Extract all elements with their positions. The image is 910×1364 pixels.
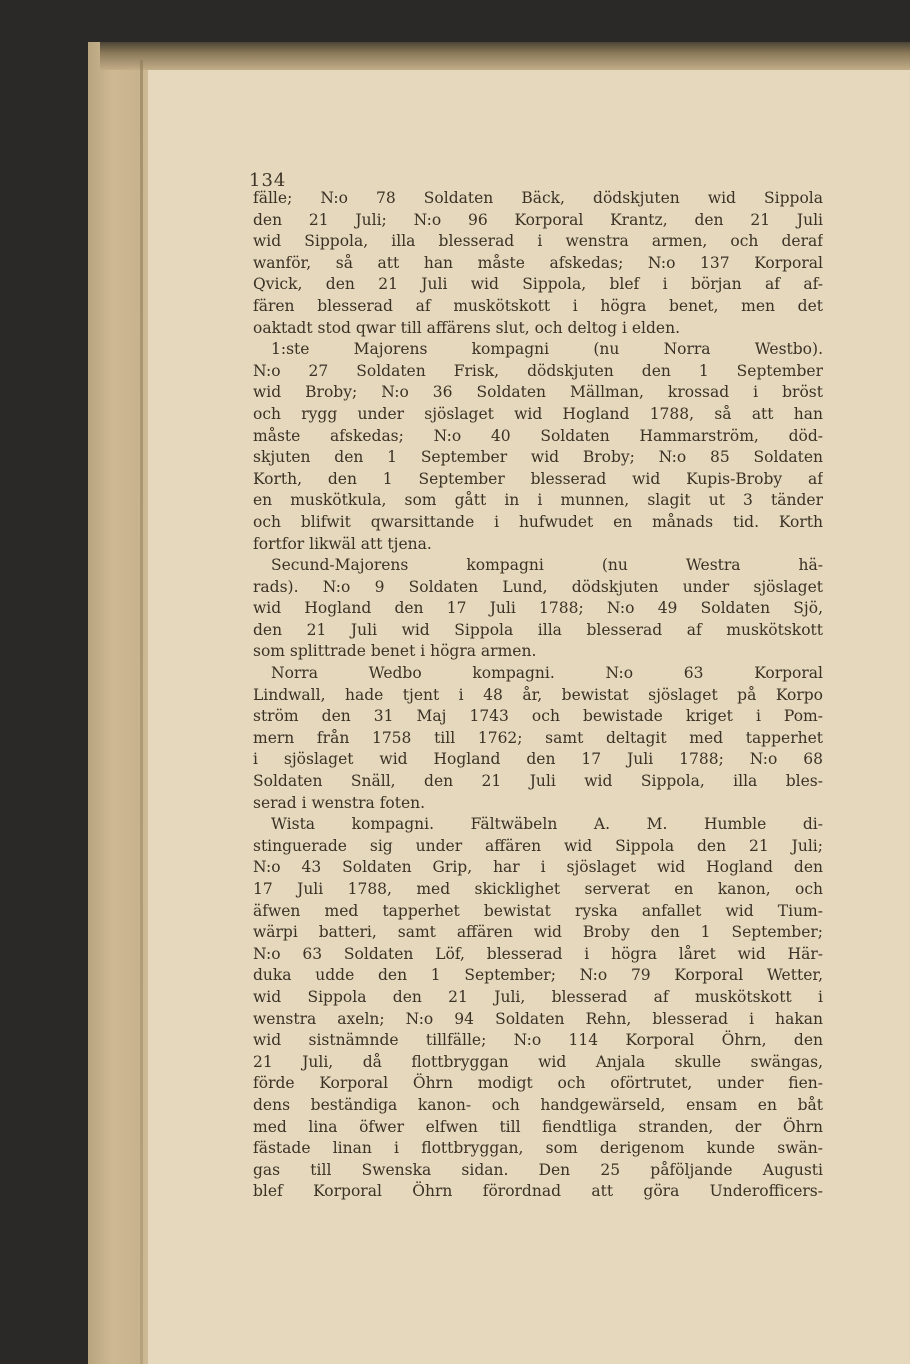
text-line: wid Broby; N:o 36 Soldaten Mällman, krossad i bröst [253, 383, 823, 402]
text-line: som splittrade benet i högra armen. [253, 642, 537, 661]
text-line: i sjöslaget wid Hogland den 17 Juli 1788; N:o 68 [253, 750, 823, 769]
text-line: och rygg under sjöslaget wid Hogland 1788, så att han [253, 404, 823, 423]
text-line: Qvick, den 21 Juli wid Sippola, blef i början af af- [253, 275, 823, 294]
text-line: skjuten den 1 September wid Broby; N:o 85 Soldaten [253, 448, 823, 467]
text-line: den 21 Juli; N:o 96 Korporal Krantz, den 21 Juli [253, 210, 823, 229]
text-line: gas till Swenska sidan. Den 25 påföljande Augusti [253, 1160, 823, 1179]
text-line: wid sistnämnde tillfälle; N:o 114 Korporal Öhrn, den [253, 1031, 823, 1050]
text-line: 21 Juli, då flottbryggan wid Anjala skulle swängas, [253, 1052, 823, 1071]
text-line: Lindwall, hade tjent i 48 år, bewistat sjöslaget på Korpo [253, 685, 823, 704]
text-line: en muskötkula, som gått in i munnen, slagit ut 3 tänder [253, 491, 823, 510]
text-line: wid Hogland den 17 Juli 1788; N:o 49 Soldaten Sjö, [253, 599, 823, 618]
text-line: fästade linan i flottbryggan, som derigenom kunde swän- [253, 1139, 823, 1158]
text-line: ström den 31 Maj 1743 och bewistade kriget i Pom- [253, 707, 823, 726]
text-line: äfwen med tapperhet bewistat ryska anfallet wid Tium- [253, 901, 823, 920]
page-number: 134 [249, 170, 287, 191]
text-line: wärpi batteri, samt affären wid Broby den 1 September; [253, 923, 823, 942]
text-line: förde Korporal Öhrn modigt och oförtrutet, under fien- [253, 1074, 823, 1093]
text-line: mern från 1758 till 1762; samt deltagit med tapperhet [253, 728, 823, 747]
section-heading-line: Norra Wedbo kompagni. N:o 63 Korporal [271, 664, 823, 683]
section-heading-line: Wista kompagni. Fältwäbeln A. M. Humble di- [271, 815, 823, 834]
binding-gutter [140, 60, 143, 1364]
text-line: wid Sippola den 21 Juli, blesserad af muskötskott i [253, 987, 823, 1006]
text-line: fälle; N:o 78 Soldaten Bäck, dödskjuten wid Sippola [253, 189, 823, 207]
text-line: och blifwit qwarsittande i hufwudet en månads tid. Korth [253, 512, 823, 531]
text-line: N:o 63 Soldaten Löf, blesserad i högra låret wid Här- [253, 944, 823, 963]
text-line: wenstra axeln; N:o 94 Soldaten Rehn, blesserad i hakan [253, 1009, 823, 1028]
text-line: N:o 43 Soldaten Grip, har i sjöslaget wid Hogland den [253, 858, 823, 877]
text-line: Soldaten Snäll, den 21 Juli wid Sippola, illa bles- [253, 772, 823, 791]
text-line: den 21 Juli wid Sippola illa blesserad af muskötskott [253, 620, 823, 639]
section-heading-line: Secund-Majorens kompagni (nu Westra hä- [271, 556, 823, 575]
text-line: duka udde den 1 September; N:o 79 Korporal Wetter, [253, 966, 823, 985]
text-line: 17 Juli 1788, med skicklighet serverat en kanon, och [253, 880, 823, 898]
text-line: med lina öfwer elfwen till fiendtliga stranden, der Öhrn [253, 1117, 823, 1136]
text-line: wanför, så att han måste afskedas; N:o 137 Korporal [253, 253, 823, 272]
text-line: Korth, den 1 September blesserad wid Kupis-Broby af [253, 469, 823, 488]
page-top-shadow [100, 42, 910, 70]
text-line: dens beständiga kanon- och handgewärseld, ensam en båt [253, 1095, 823, 1114]
text-line: N:o 27 Soldaten Frisk, dödskjuten den 1 September [253, 361, 823, 380]
text-line: fortfor likwäl att tjena. [253, 534, 432, 553]
text-line: rads). N:o 9 Soldaten Lund, dödskjuten under sjöslaget [253, 577, 823, 596]
body-text [253, 188, 823, 1203]
section-heading-line: 1:ste Majorens kompagni (nu Norra Westbo). [271, 340, 823, 359]
text-line: stinguerade sig under affären wid Sippola den 21 Juli; [253, 836, 823, 855]
text-line: serad i wenstra foten. [253, 793, 426, 812]
text-line: oaktadt stod qwar till affärens slut, och deltog i elden. [253, 318, 680, 337]
text-line: wid Sippola, illa blesserad i wenstra armen, och deraf [253, 232, 823, 251]
text-line: måste afskedas; N:o 40 Soldaten Hammarström, död- [253, 426, 823, 445]
text-line: fären blesserad af muskötskott i högra benet, men det [253, 296, 823, 315]
text-line: blef Korporal Öhrn förordnad att göra Underofficers- [253, 1182, 823, 1201]
